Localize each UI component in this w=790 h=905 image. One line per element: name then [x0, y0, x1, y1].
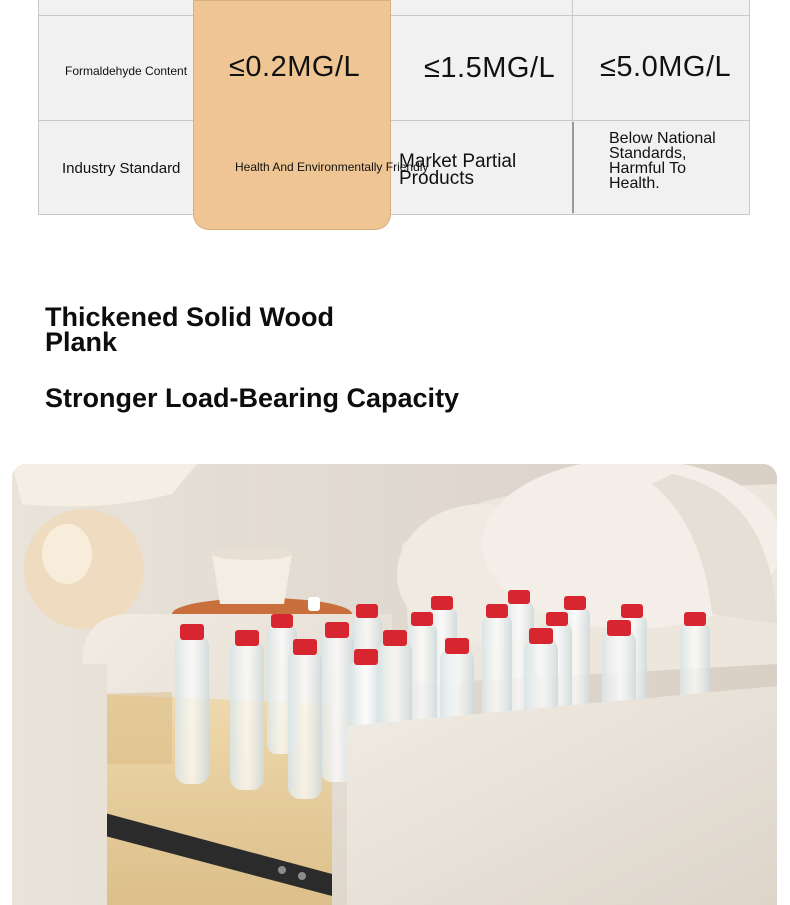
column-divider — [572, 122, 574, 213]
row-label-formaldehyde: Formaldehyde Content — [65, 64, 188, 78]
national-formaldehyde-value: ≤5.0MG/L — [600, 51, 732, 83]
table-cell — [390, 0, 574, 16]
product-illustration — [12, 464, 777, 905]
section-title: Thickened Solid Wood Plank — [45, 302, 335, 357]
table-cell — [38, 0, 194, 16]
section-subtitle: Stronger Load-Bearing Capacity — [45, 383, 460, 413]
market-standard-value: Market Partial Products — [399, 151, 517, 189]
our-formaldehyde-value: ≤0.2MG/L — [229, 51, 361, 83]
national-standard-value: Below National Standards, Harmful To Health. — [609, 130, 716, 192]
row-label-industry-standard: Industry Standard — [62, 160, 181, 177]
market-formaldehyde-value: ≤1.5MG/L — [424, 52, 556, 84]
our-standard-value: Health And Environmentally Friendly — [235, 160, 429, 174]
table-cell — [572, 0, 750, 16]
nightstand-with-water-bottles-photo — [12, 464, 777, 905]
highlight-column — [193, 0, 391, 230]
